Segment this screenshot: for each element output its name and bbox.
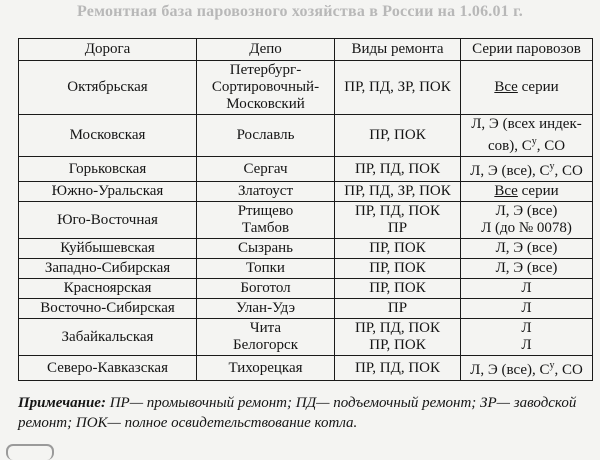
cell-repair-types-line: ПР, ПД, ЗР, ПОК	[344, 183, 451, 199]
table-row	[19, 182, 593, 202]
cell-depot-line: Боготол	[240, 280, 291, 296]
cell-depot-line: Белогорск	[233, 337, 298, 353]
table-row	[19, 61, 593, 115]
cell-road: Горьковская	[19, 157, 197, 182]
cell-series-line: сов), $С^у$, СО	[487, 136, 566, 154]
cell-repair-types-line: ПР	[387, 220, 408, 236]
footnote	[18, 393, 596, 433]
cell-depot	[197, 115, 335, 157]
cell-repair-types	[335, 182, 461, 202]
cell-repair-types-line: ПР, ПД, ПОК	[354, 203, 441, 219]
cell-road: Западно-Сибирская	[19, 259, 197, 279]
cell-road: Куйбышевская	[19, 239, 197, 259]
cell-repair-types-line: ПР, ПОК	[369, 260, 426, 276]
cell-repair-types-line: ПР, ПОК	[369, 127, 426, 143]
cell-depot	[197, 279, 335, 299]
cell-repair-types	[335, 319, 461, 356]
cell-series-line: Л	[521, 300, 532, 316]
table-row	[19, 202, 593, 239]
cell-repair-types	[335, 279, 461, 299]
cell-series-line: Л	[521, 337, 532, 353]
cell-repair-types-line: ПР, ПД, ПОК	[354, 359, 441, 376]
cell-series-line: Л (до № 0078)	[481, 220, 572, 236]
cell-depot	[197, 299, 335, 319]
cell-repair-types	[335, 239, 461, 259]
table-row	[19, 299, 593, 319]
cell-repair-types-line: ПР, ПД, ПОК	[354, 320, 441, 336]
cell-depot-line: Чита	[249, 320, 282, 336]
cell-depot-line: Сергач	[243, 160, 288, 177]
cell-repair-types	[335, 115, 461, 157]
cell-depot	[197, 319, 335, 356]
cell-repair-types	[335, 259, 461, 279]
table-row	[19, 279, 593, 299]
cell-series-line: Все серии	[494, 79, 559, 95]
cell-depot-line: Сызрань	[237, 240, 294, 256]
cell-series-line: Л	[521, 320, 532, 336]
table-row	[19, 259, 593, 279]
cell-series	[461, 182, 593, 202]
page-title: Ремонтная база паровозного хозяйства в России на 1.06.01 г.	[77, 3, 523, 20]
cell-road: Красноярская	[19, 279, 197, 299]
table-row	[19, 115, 593, 157]
cell-series	[461, 299, 593, 319]
cell-series-line: Л, Э (все), $С^у$, СО	[470, 360, 583, 378]
cell-repair-types-line: ПР, ПОК	[369, 240, 426, 256]
cell-depot	[197, 157, 335, 182]
cell-road: Московская	[19, 115, 197, 157]
footnote-text: ПР— промывочный ремонт; ПД— подъемочный ремонт; ЗР— заводской ремонт; ПОК— полное освидетельствование котла.	[18, 395, 577, 431]
cell-depot-line: Улан-Удэ	[235, 300, 296, 316]
page-corner-decoration	[6, 444, 54, 460]
header-locomotive-series: Серии паровозов	[461, 39, 593, 61]
cell-repair-types	[335, 157, 461, 182]
cell-series-line: Л, Э (всех индек-	[471, 116, 582, 132]
cell-series	[461, 319, 593, 356]
header-road: Дорога	[19, 39, 197, 61]
cell-repair-types	[335, 356, 461, 381]
cell-series	[461, 356, 593, 381]
cell-depot	[197, 202, 335, 239]
cell-series	[461, 239, 593, 259]
cell-series-line: Л, Э (все)	[495, 203, 558, 219]
cell-depot	[197, 259, 335, 279]
cell-depot-line: Тамбов	[241, 220, 290, 236]
cell-series	[461, 279, 593, 299]
cell-road: Северо-Кавказская	[19, 356, 197, 381]
cell-series	[461, 202, 593, 239]
table-row	[19, 319, 593, 356]
table-row	[19, 356, 593, 381]
cell-depot-line: Топки	[246, 260, 285, 276]
cell-depot	[197, 182, 335, 202]
cell-depot	[197, 356, 335, 381]
table-row	[19, 239, 593, 259]
cell-repair-types	[335, 61, 461, 115]
cell-road: Забайкальская	[19, 319, 197, 356]
cell-depot	[197, 61, 335, 115]
cell-repair-types-line: ПР, ПД, ПОК	[354, 160, 441, 177]
cell-depot-line: Рославль	[236, 127, 295, 143]
cell-road: Южно-Уральская	[19, 182, 197, 202]
cell-series	[461, 61, 593, 115]
cell-series-line: Л, Э (все), $С^у$, СО	[470, 161, 583, 179]
footnote-label: Примечание:	[18, 395, 106, 411]
cell-repair-types-line: ПР, ПОК	[369, 337, 426, 353]
cell-series-line: Л, Э (все)	[495, 260, 558, 276]
cell-road: Восточно-Сибирская	[19, 299, 197, 319]
cell-series-line: Все серии	[494, 183, 559, 199]
cell-depot-line: Златоуст	[237, 183, 294, 199]
cell-repair-types-line: ПР, ПОК	[369, 280, 426, 296]
cell-series	[461, 115, 593, 157]
cell-depot-line: Сортировочный-	[211, 79, 320, 95]
table-header-row	[19, 39, 593, 61]
cell-repair-types-line: ПР	[387, 300, 408, 316]
cell-depot-line: Петербург-	[229, 62, 302, 78]
cell-series-line: Л, Э (все)	[495, 240, 558, 256]
header-depot: Депо	[197, 39, 335, 61]
cell-depot	[197, 239, 335, 259]
table-row	[19, 157, 593, 182]
cell-road: Октябрьская	[19, 61, 197, 115]
cell-repair-types	[335, 202, 461, 239]
cell-series-line: Л	[521, 280, 532, 296]
cell-repair-types-line: ПР, ПД, ЗР, ПОК	[344, 79, 451, 95]
cell-road: Юго-Восточная	[19, 202, 197, 239]
cell-series	[461, 259, 593, 279]
repair-base-table	[18, 38, 593, 381]
cell-depot-line: Ртищево	[237, 203, 294, 219]
cell-series	[461, 157, 593, 182]
cell-repair-types	[335, 299, 461, 319]
cell-depot-line: Московский	[226, 96, 305, 112]
header-repair-types: Виды ремонта	[335, 39, 461, 61]
cell-depot-line: Тихорецкая	[228, 359, 303, 376]
